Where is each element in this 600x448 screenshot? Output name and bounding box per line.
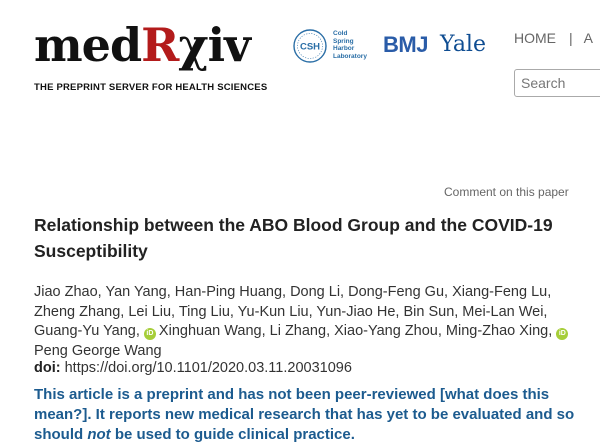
orcid-icon[interactable]: iD <box>556 328 568 340</box>
csh-name-line: Laboratory <box>333 52 367 60</box>
nav-next-link[interactable]: A <box>583 30 593 46</box>
doi-line <box>34 360 352 376</box>
author-names: Jiao Zhao, Yan Yang, Han-Ping Huang, Dong Li, Dong-Feng Gu, Xiang-Feng Lu, Zheng Zhang, Lei Liu, Ting Liu, Yu-Kun Liu, Yun-Jiao He, Bin Sun, Mei-Lan Wei, Guang-Yu Yang, <box>34 284 552 339</box>
comment-link[interactable]: Comment on this paper <box>444 185 569 199</box>
author-list <box>34 283 574 361</box>
top-nav <box>514 30 593 46</box>
orcid-icon[interactable]: iD <box>144 328 156 340</box>
preprint-notice <box>34 385 594 445</box>
notice-emphasis: not <box>87 426 111 443</box>
nav-home-link[interactable]: HOME <box>514 30 556 46</box>
article-title: Relationship between the ABO Blood Group and the COVID-19 Susceptibility <box>34 215 553 261</box>
notice-text: This article is a preprint and has not been peer-reviewed [what does this mean?]. It reports new medical research that has yet to be evaluated and so should <box>34 386 575 443</box>
logo-wordmark: medRχiv <box>34 18 250 72</box>
doi-link[interactable]: https://doi.org/10.1101/2020.03.11.20031096 <box>64 360 352 376</box>
bmj-logo[interactable]: BMJ <box>383 32 428 57</box>
csh-badge-text: CSH <box>299 41 321 53</box>
medrxiv-logo[interactable] <box>34 18 250 72</box>
site-tagline: THE PREPRINT SERVER FOR HEALTH SCIENCES <box>34 82 268 93</box>
author-link[interactable]: Peng George Wang <box>34 342 162 359</box>
csh-name-line: Harbor <box>333 45 355 53</box>
author-link[interactable]: Xinghuan Wang <box>158 323 262 339</box>
author-names: , Li Zhang, Xiao-Yang Zhou, Ming-Zhao Xing, <box>261 323 553 339</box>
doi-label: doi: <box>34 360 61 376</box>
csh-name[interactable] <box>333 30 367 60</box>
csh-name-line: Cold <box>333 30 348 37</box>
csh-name-line: Spring <box>333 37 354 45</box>
yale-logo[interactable]: Yale <box>440 32 486 57</box>
csh-logo-icon[interactable] <box>292 28 328 64</box>
search-input[interactable] <box>514 69 600 97</box>
notice-text: be used to guide clinical practice. <box>110 426 355 443</box>
nav-separator: | <box>569 30 573 46</box>
